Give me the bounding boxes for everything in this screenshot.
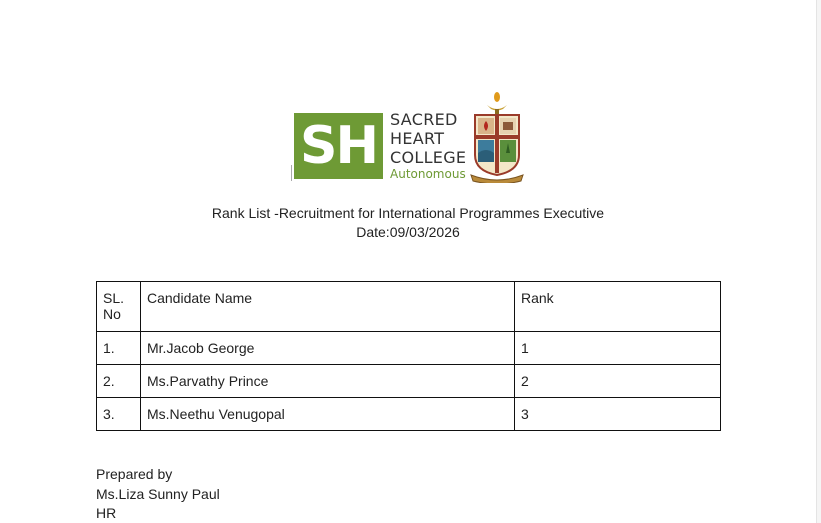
- logo-text-heart: HEART: [390, 129, 445, 148]
- prepared-by-label: Prepared by: [96, 466, 173, 482]
- college-logo: [293, 91, 525, 183]
- table-row: [97, 365, 721, 398]
- cell-sl-no: 1.: [97, 332, 141, 365]
- college-crest-icon: [469, 91, 525, 183]
- table-header-row: [97, 282, 721, 332]
- cell-candidate-name: Ms.Parvathy Prince: [141, 365, 515, 398]
- logo-text-college: COLLEGE: [390, 148, 467, 167]
- cell-candidate-name: Mr.Jacob George: [141, 332, 515, 365]
- logo-subtitle: Autonomous: [390, 167, 466, 181]
- cell-rank: 1: [515, 332, 721, 365]
- preparer-role: HR: [96, 505, 117, 521]
- table-row: [97, 398, 721, 431]
- cell-sl-no: 2.: [97, 365, 141, 398]
- column-header-sl-no: SL. No: [97, 282, 141, 332]
- logo-initials: SH: [294, 113, 383, 179]
- scroll-gutter: [817, 0, 821, 523]
- cell-rank: 2: [515, 365, 721, 398]
- page-title: Rank List -Recruitment for International Programmes Executive: [211, 205, 605, 221]
- column-header-rank: Rank: [515, 282, 721, 332]
- table-row: [97, 332, 721, 365]
- cell-sl-no: 3.: [97, 398, 141, 431]
- cell-rank: 3: [515, 398, 721, 431]
- cell-candidate-name: Ms.Neethu Venugopal: [141, 398, 515, 431]
- rank-table: [96, 281, 721, 431]
- document-date: Date:09/03/2026: [356, 224, 460, 240]
- preparer-name: Ms.Liza Sunny Paul: [96, 486, 220, 502]
- logo-text-sacred: SACRED: [390, 110, 458, 129]
- column-header-candidate-name: Candidate Name: [141, 282, 515, 332]
- text-cursor: [291, 165, 292, 181]
